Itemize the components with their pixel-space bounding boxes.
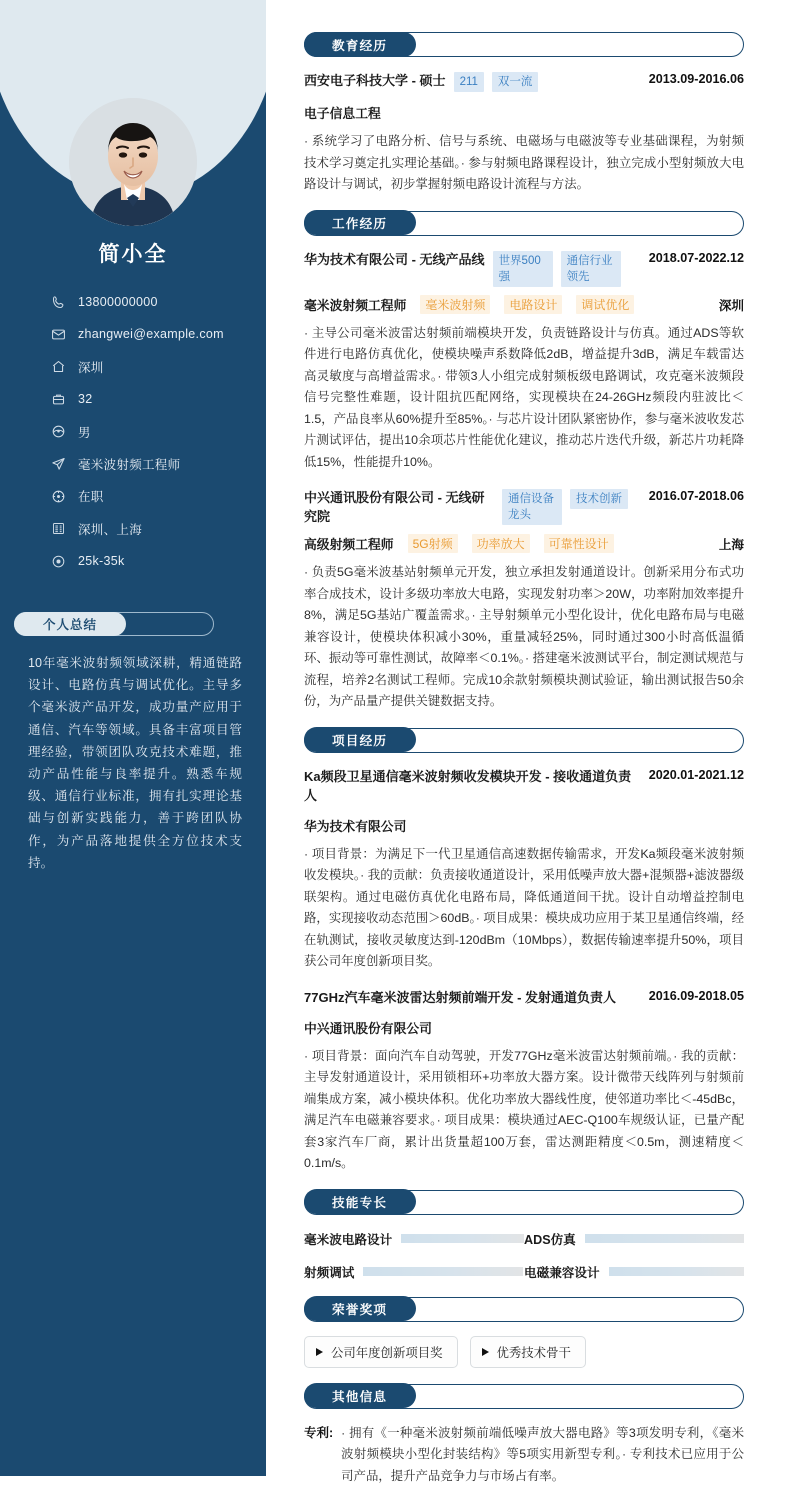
skill-label: 射频调试 bbox=[304, 1262, 354, 1281]
job-title: 毫米波射频工程师 bbox=[304, 295, 406, 314]
work-location: 深圳 bbox=[719, 295, 744, 314]
school-tag: 双一流 bbox=[492, 72, 539, 92]
play-triangle-icon bbox=[482, 1348, 489, 1356]
play-triangle-icon bbox=[316, 1348, 323, 1356]
work-company-row bbox=[304, 250, 744, 287]
work-entry bbox=[304, 250, 744, 474]
send-icon bbox=[50, 455, 67, 472]
phone-icon bbox=[50, 294, 67, 311]
section-heading-cap bbox=[304, 1189, 416, 1214]
main-content bbox=[266, 0, 794, 1476]
project-description: · 项目背景：为满足下一代卫星通信高速数据传输需求，开发Ka频段毫米波射频收发模块。· 我的贡献：负责接收通道设计，采用低噪声放大器+混频器+滤波器级联架构。通过电磁仿真优化电路布局，降低通道间干扰。设计自动增益控制电路，实现接收动态范围＞60dB。· 项目成果：模块成功应用于某卫星通信终端，经在轨测试，接收灵敏度达到-120dBm（10Mbps），数据传输速率提升50%，项目获公司年度创新项目奖。 bbox=[304, 844, 744, 973]
summary-heading-cap bbox=[14, 612, 126, 636]
section-honors bbox=[304, 1297, 744, 1368]
work-description: · 主导公司毫米波雷达射频前端模块开发，负责链路设计与仿真。通过ADS等软件进行电路仿真优化，使模块噪声系数降低2dB，增益提升3dB，满足车载雷达高灵敏度与高增益需求。· 带领3人小组完成射频板级电路调试，攻克毫米波频段信号完整性难题，设计阻抗匹配网络，实现模块在24-26GHz频段内驻波比＜1.5，产品良率从60%提升至85%。· 与芯片设计团队紧密协作，参与毫米波收发芯片测试评估，提出10余项芯片性能优化建议，推动芯片迭代升级，新芯片功耗降低15%，性能提升10%。 bbox=[304, 323, 744, 474]
contact-value: 在职 bbox=[78, 487, 104, 505]
skill-tag: 电路设计 bbox=[504, 295, 562, 314]
honor-chip[interactable] bbox=[470, 1336, 586, 1368]
section-heading-cap bbox=[304, 32, 416, 57]
school-name: 西安电子科技大学 - 硕士 bbox=[304, 71, 446, 90]
age-icon bbox=[50, 391, 67, 408]
skill-label: 毫米波电路设计 bbox=[304, 1229, 392, 1248]
skill-item bbox=[524, 1262, 744, 1281]
education-major: 电子信息工程 bbox=[304, 103, 744, 122]
project-row bbox=[304, 988, 744, 1007]
section-heading-education bbox=[304, 32, 744, 57]
summary-heading bbox=[14, 612, 214, 636]
company-name: 华为技术有限公司 - 无线产品线 bbox=[304, 250, 485, 269]
avatar-portrait-icon bbox=[69, 98, 197, 226]
skill-label: 电磁兼容设计 bbox=[524, 1262, 600, 1281]
other-info-text: · 拥有《一种毫米波射频前端低噪声放大器电路》等3项发明专利，《毫米波射频模块小型化封装结构》等5项实用新型专利。· 专利技术已应用于公司产品，提升产品竞争力与市场占有率。 bbox=[341, 1423, 744, 1487]
section-heading-other bbox=[304, 1384, 744, 1409]
avatar bbox=[69, 98, 197, 226]
section-heading-cap bbox=[304, 727, 416, 752]
salary-icon bbox=[50, 553, 67, 570]
gender-icon bbox=[50, 423, 67, 440]
project-date: 2016.09-2018.05 bbox=[649, 988, 744, 1003]
section-heading-label: 教育经历 bbox=[332, 35, 387, 54]
contact-list bbox=[50, 288, 252, 580]
project-entry bbox=[304, 767, 744, 973]
skill-level-bar bbox=[585, 1234, 744, 1243]
project-company: 中兴通讯股份有限公司 bbox=[304, 1018, 744, 1037]
skill-tag: 5G射频 bbox=[408, 534, 458, 553]
summary-heading-label: 个人总结 bbox=[43, 615, 97, 633]
summary-text: 10年毫米波射频领域深耕，精通链路设计、电路仿真与调试优化。主导多个毫米波产品开发，成功量产应用于通信、汽车等领域。具备丰富项目管理经验，带领团队攻克技术难题，推动产品性能与良率提升。熟悉车规级、通信行业标准，拥有扎实理论基础与创新实践能力，善于跨团队协作，为产品落地提供全方位技术支持。 bbox=[28, 652, 242, 874]
contact-value: 男 bbox=[78, 423, 91, 441]
section-skills bbox=[304, 1190, 744, 1281]
other-info-label: 专利: bbox=[304, 1423, 333, 1487]
contact-value: 深圳 bbox=[78, 358, 104, 376]
contact-item-phone bbox=[50, 288, 252, 316]
contact-value: 25k-35k bbox=[78, 554, 125, 568]
contact-item-gender bbox=[50, 418, 252, 446]
company-tag: 世界500强 bbox=[493, 251, 553, 287]
skill-level-bar bbox=[401, 1234, 524, 1243]
work-company-row bbox=[304, 488, 744, 526]
section-heading-cap bbox=[304, 1383, 416, 1408]
work-location: 上海 bbox=[719, 534, 744, 553]
skill-tag: 毫米波射频 bbox=[420, 295, 490, 314]
education-entry bbox=[304, 71, 744, 196]
contact-item-age bbox=[50, 385, 252, 413]
city-icon bbox=[50, 520, 67, 537]
candidate-name: 简小全 bbox=[0, 238, 266, 268]
contact-value: 32 bbox=[78, 392, 93, 406]
project-date: 2020.01-2021.12 bbox=[649, 767, 744, 782]
contact-item-email bbox=[50, 320, 252, 348]
section-heading-label: 荣誉奖项 bbox=[332, 1299, 387, 1318]
contact-item-position bbox=[50, 450, 252, 478]
school-tag: 211 bbox=[454, 72, 484, 92]
section-heading-cap bbox=[304, 210, 416, 235]
skill-tag: 可靠性设计 bbox=[544, 534, 614, 553]
status-icon bbox=[50, 488, 67, 505]
section-heading-skills bbox=[304, 1190, 744, 1215]
project-row bbox=[304, 767, 744, 805]
skill-item bbox=[524, 1229, 744, 1248]
section-heading-label: 项目经历 bbox=[332, 730, 387, 749]
contact-item-status bbox=[50, 482, 252, 510]
job-title: 高级射频工程师 bbox=[304, 534, 394, 553]
section-other bbox=[304, 1384, 744, 1487]
sidebar bbox=[0, 0, 266, 1476]
skill-tag: 调试优化 bbox=[576, 295, 634, 314]
project-name: Ka频段卫星通信毫米波射频收发模块开发 - 接收通道负责人 bbox=[304, 767, 641, 805]
skill-level-bar bbox=[609, 1267, 744, 1276]
contact-item-salary bbox=[50, 547, 252, 575]
contact-item-home bbox=[50, 353, 252, 381]
project-description: · 项目背景：面向汽车自动驾驶，开发77GHz毫米波雷达射频前端。· 我的贡献：主导发射通道设计，采用锁相环+功率放大器方案。设计微带天线阵列与射频前端集成方案，减小模块体积。优化功率放大器线性度，使邻道功率比＜-45dBc，满足汽车电磁兼容要求。· 项目成果：模块通过AEC-Q100车规级认证，已量产配套3家汽车厂商，累计出货量超100万套，雷达测距精度＜0.5m，测速精度＜0.1m/s。 bbox=[304, 1046, 744, 1175]
education-description: · 系统学习了电路分析、信号与系统、电磁场与电磁波等专业基础课程，为射频技术学习奠定扎实理论基础。· 参与射频电路课程设计，独立完成小型射频放大电路设计与调试，初步掌握射频电路设计流程与方法。 bbox=[304, 131, 744, 196]
section-heading-honors bbox=[304, 1297, 744, 1322]
section-heading-label: 技能专长 bbox=[332, 1192, 387, 1211]
project-name: 77GHz汽车毫米波雷达射频前端开发 - 发射通道负责人 bbox=[304, 988, 616, 1007]
skill-label: ADS仿真 bbox=[524, 1229, 576, 1248]
contact-value: 毫米波射频工程师 bbox=[78, 455, 180, 473]
home-icon bbox=[50, 358, 67, 375]
school-tags bbox=[454, 71, 641, 92]
skill-level-bar bbox=[363, 1267, 523, 1276]
section-heading-cap bbox=[304, 1296, 416, 1321]
company-tags bbox=[502, 488, 641, 525]
honor-chip[interactable] bbox=[304, 1336, 458, 1368]
skill-item bbox=[304, 1262, 524, 1281]
section-education bbox=[304, 32, 744, 196]
mail-icon bbox=[50, 326, 67, 343]
honor-label: 公司年度创新项目奖 bbox=[331, 1343, 443, 1361]
work-date: 2018.07-2022.12 bbox=[649, 250, 744, 265]
education-date: 2013.09-2016.06 bbox=[649, 71, 744, 86]
company-tag: 通信行业领先 bbox=[561, 251, 621, 287]
contact-item-city bbox=[50, 515, 252, 543]
other-info-row bbox=[304, 1423, 744, 1487]
section-heading-label: 工作经历 bbox=[332, 213, 387, 232]
company-tags bbox=[493, 250, 641, 287]
work-description: · 负责5G毫米波基站射频单元开发，独立承担发射通道设计。创新采用分布式功率合成技术，设计多级功率放大电路，实现发射功率＞20W，功率附加效率提升8%，满足5G基站广覆盖需求。· 主导射频单元小型化设计，优化电路布局与电磁兼容设计，使模块体积减小30%，重量减轻25%，同时通过300小时高低温循环、振动等可靠性测试，故障率＜0.1%。· 搭建毫米波测试平台，制定测试规范与流程，培养2名测试工程师。完成10余款射频模块测试验证，输出测试报告50余份，为产品量产提供关键数据支持。 bbox=[304, 562, 744, 713]
work-entry bbox=[304, 488, 744, 713]
contact-value: zhangwei@example.com bbox=[78, 327, 224, 341]
project-company: 华为技术有限公司 bbox=[304, 816, 744, 835]
honor-list bbox=[304, 1336, 744, 1368]
work-title-row bbox=[304, 295, 744, 314]
contact-value: 深圳、上海 bbox=[78, 520, 142, 538]
honor-label: 优秀技术骨干 bbox=[497, 1343, 571, 1361]
education-row bbox=[304, 71, 744, 92]
section-heading-label: 其他信息 bbox=[332, 1386, 387, 1405]
work-date: 2016.07-2018.06 bbox=[649, 488, 744, 503]
section-heading-projects bbox=[304, 728, 744, 753]
skill-grid bbox=[304, 1229, 744, 1281]
section-work bbox=[304, 211, 744, 713]
work-title-row bbox=[304, 534, 744, 553]
section-projects bbox=[304, 728, 744, 1175]
company-name: 中兴通讯股份有限公司 - 无线研究院 bbox=[304, 488, 494, 526]
skill-item bbox=[304, 1229, 524, 1248]
project-entry bbox=[304, 988, 744, 1175]
company-tag: 技术创新 bbox=[570, 489, 628, 509]
company-tag: 通信设备龙头 bbox=[502, 489, 562, 525]
section-heading-work bbox=[304, 211, 744, 236]
contact-value: 13800000000 bbox=[78, 295, 158, 309]
skill-tag: 功率放大 bbox=[472, 534, 530, 553]
